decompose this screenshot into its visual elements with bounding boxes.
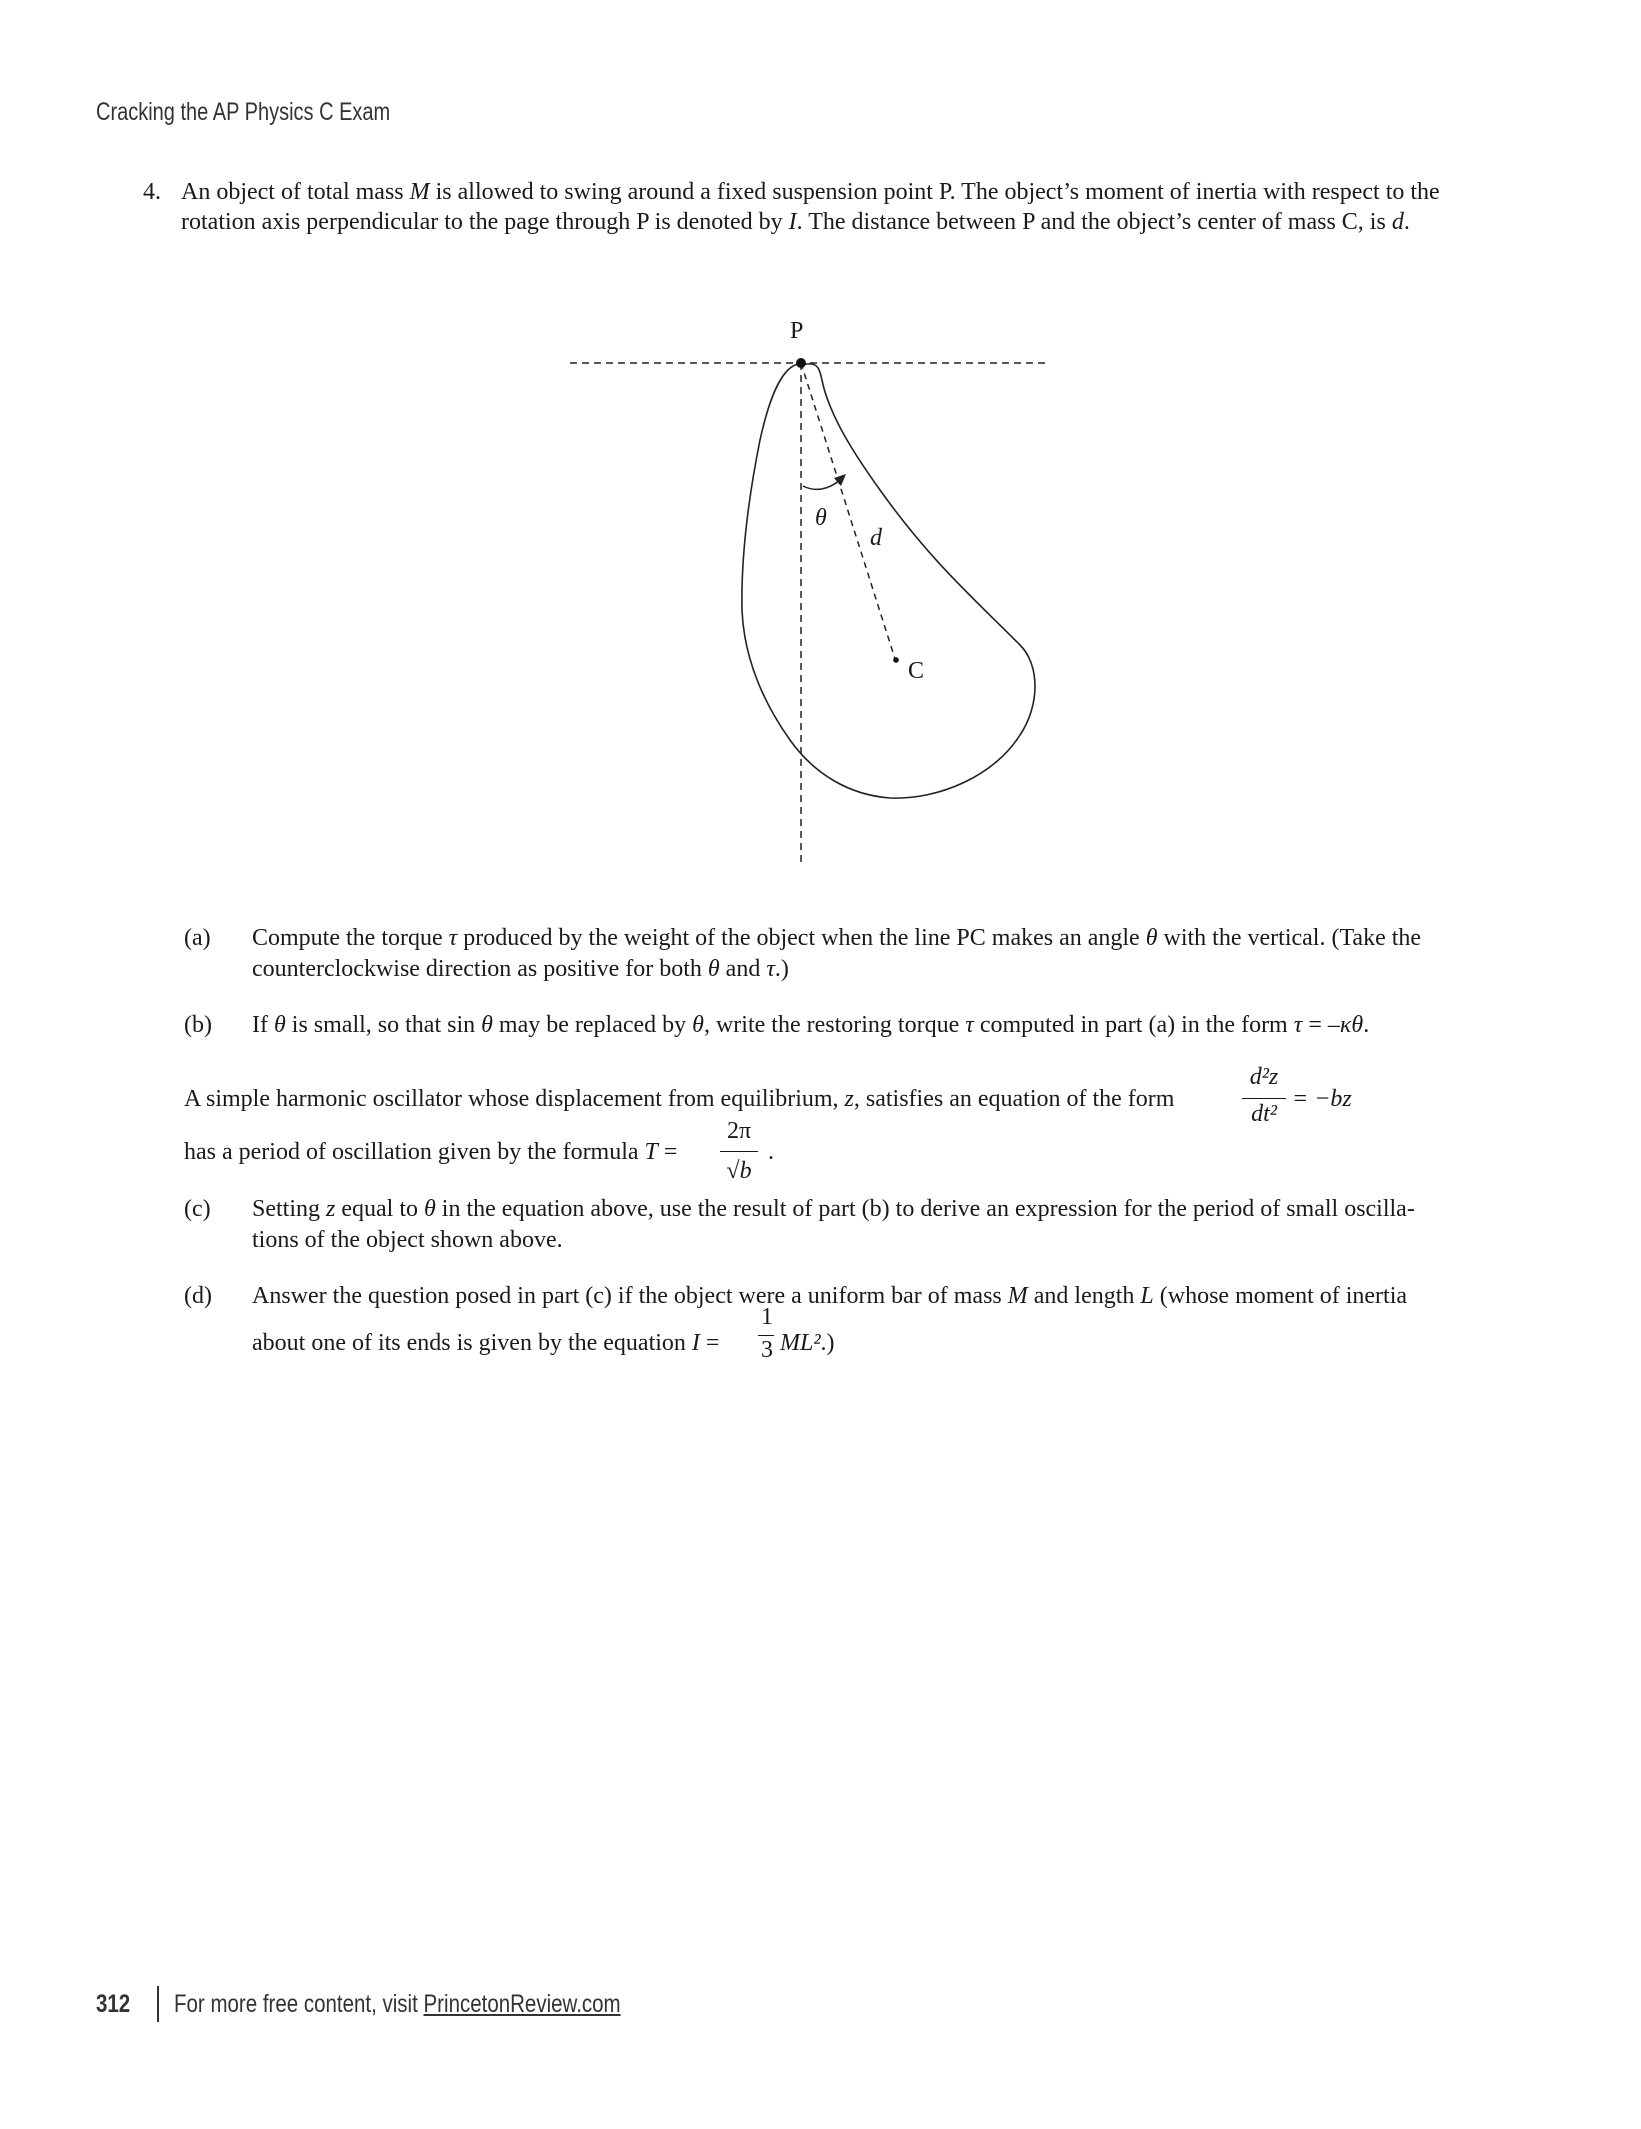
math-symbol: τ [965,1012,974,1038]
math-symbol: θ [481,1012,493,1038]
text-run: about one of its ends is given by the equation [252,1330,692,1356]
period-denominator: √b [726,1158,752,1184]
text-run: equal to [335,1196,424,1222]
text-run: = [699,1330,720,1356]
part-b-line [252,1011,1369,1039]
princeton-review-link[interactable]: PrincetonReview.com [423,1990,621,2018]
text-run: If [252,1012,274,1038]
part-d-label: (d) [184,1283,212,1309]
math-symbol: θ [707,956,720,982]
text-run: may be replaced by [492,1012,693,1038]
text-run: An object of total mass [181,179,410,205]
label-C: C [908,658,925,684]
eq-rhs: = −bz [1292,1086,1352,1112]
fraction-bar [1242,1098,1286,1099]
arrowhead-icon [834,474,846,486]
text-run: . [1403,209,1410,235]
label-d: d [870,525,882,551]
pivot-point-P [796,358,806,368]
text-run: tions of the object shown above. [252,1227,563,1253]
text-run: has a period of oscillation given by the formula [184,1139,645,1165]
eq-denominator: dt² [1251,1101,1277,1127]
part-c-line [252,1226,563,1254]
math-symbol: T [644,1139,658,1165]
inertia-tail: .) [820,1330,835,1356]
text-run: A simple harmonic oscillator whose displacement from equilibrium, [184,1086,845,1112]
text-run: . The distance between P and the object’s center of mass C, is [796,209,1392,235]
text-run: in the equation above, use the result of part (b) to derive an expression for the period of small oscilla- [435,1196,1415,1222]
inertia-denominator: 3 [761,1337,773,1363]
text-run: Compute the torque [252,925,449,951]
part-a-label: (a) [184,925,211,951]
text-run: rotation axis perpendicular to the page through P is denoted by [181,209,789,235]
sho-line-2 [184,1138,677,1166]
sho-line-1 [184,1085,1174,1113]
part-b-label: (b) [184,1012,212,1038]
math-symbol: M [1007,1283,1028,1309]
math-symbol: M [409,179,430,205]
text-run: . [1363,1012,1370,1038]
object-outline [742,364,1035,798]
center-of-mass-C [893,657,899,663]
footer-text [174,1990,621,2019]
footer-divider [157,1986,159,2022]
period-numerator: 2π [726,1118,752,1144]
label-theta: θ [815,505,827,531]
text-run: is small, so that sin [285,1012,482,1038]
label-P: P [790,318,804,344]
math-symbol: I [691,1330,700,1356]
math-symbol: τ [1293,1012,1303,1038]
fraction-bar [720,1151,758,1152]
text-run: = [657,1139,678,1165]
text-run: is allowed to swing around a fixed suspension point P. The object’s moment of inertia with respect to the [429,179,1440,205]
inertia-ML2: ML² [780,1330,821,1356]
math-symbol: z [844,1086,854,1112]
text-run: computed in part (a) in the form [973,1012,1294,1038]
math-symbol: τ [766,956,775,982]
text-run: with the vertical. (Take the [1157,925,1422,951]
text-run: produced by the weight of the object when the line PC makes an angle [457,925,1146,951]
math-symbol: θ [1145,925,1158,951]
math-symbol: I [788,209,797,235]
question-number: 4. [143,179,161,205]
text-run: Answer the question posed in part (c) if the object were a uniform bar of mass [252,1283,1008,1309]
footer-label: For more free content, visit [174,1990,424,2018]
part-c-label: (c) [184,1196,211,1222]
math-symbol: θ [692,1012,704,1038]
text-run: and [719,956,767,982]
math-symbol: L [1140,1283,1154,1309]
math-symbol: θ [273,1012,286,1038]
text-run: Setting [252,1196,327,1222]
running-header: Cracking the AP Physics C Exam [96,98,391,126]
math-symbol: τ [448,925,458,951]
part-d-line [252,1329,719,1357]
inertia-expression [780,1329,835,1357]
text-run: = – [1302,1012,1340,1038]
period-tail: . [768,1139,774,1165]
part-d-line [252,1282,1407,1310]
math-symbol: d [1391,209,1404,235]
part-a-line [252,955,789,983]
eq-numerator: d²z [1249,1064,1279,1090]
part-c-line [252,1195,1415,1223]
math-symbol: θ [424,1196,436,1222]
page-number: 312 [96,1990,131,2018]
inertia-numerator: 1 [761,1304,773,1330]
math-symbol: κθ [1339,1012,1364,1038]
text-run: (whose moment of inertia [1153,1283,1408,1309]
text-run: and length [1027,1283,1141,1309]
part-a-line [252,924,1421,952]
text-run: , satisfies an equation of the form [853,1086,1175,1112]
text-run: counterclockwise direction as positive for both [252,956,708,982]
text-run: .) [774,956,789,982]
angle-arrow-icon [803,480,840,489]
text-run: , write the restoring torque [703,1012,966,1038]
math-symbol: z [326,1196,336,1222]
